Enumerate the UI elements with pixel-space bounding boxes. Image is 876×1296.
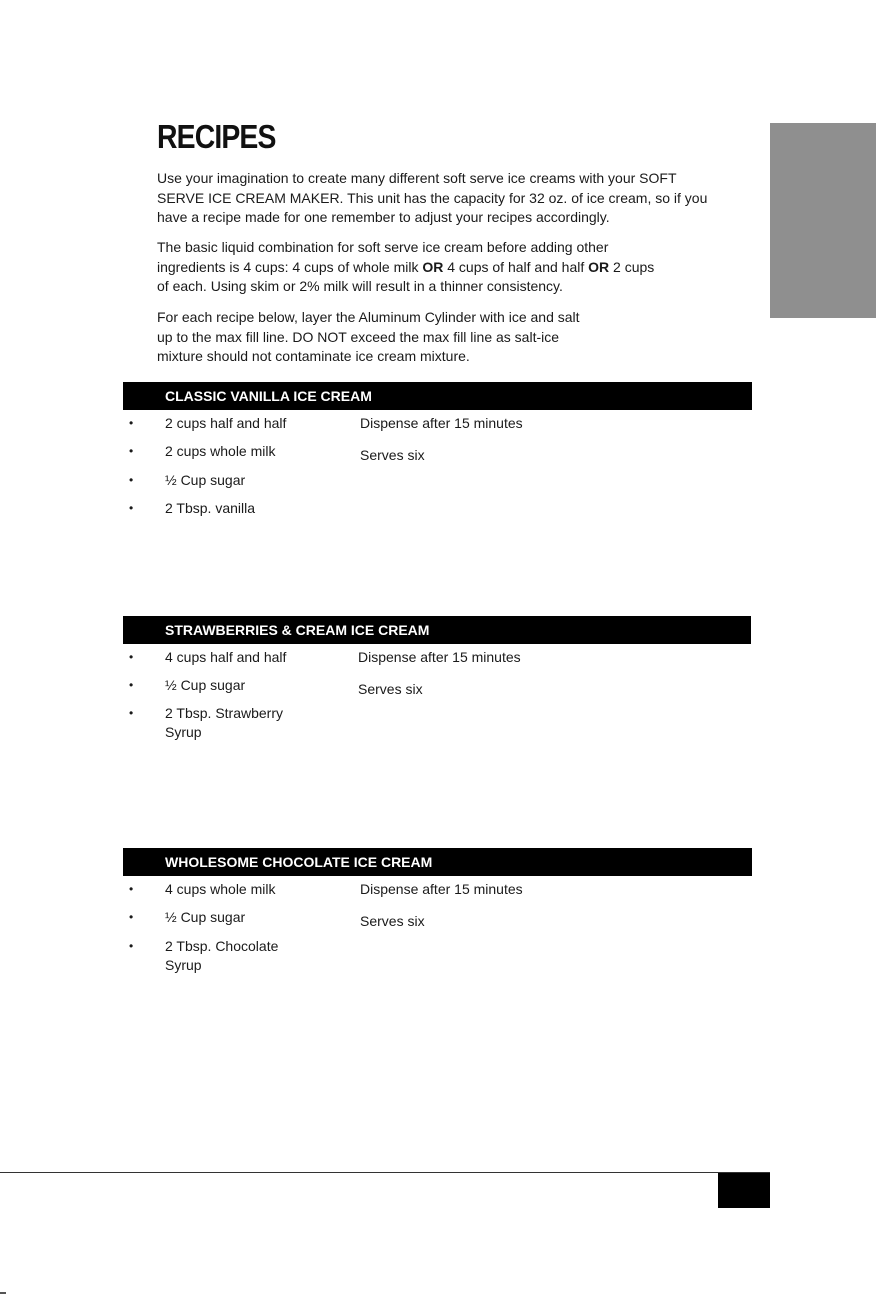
liquid-base-paragraph <box>157 238 657 297</box>
footer-rule <box>0 1172 770 1173</box>
recipe-header-classic-vanilla: CLASSIC VANILLA ICE CREAM <box>123 382 752 410</box>
serves-note: Serves six <box>360 447 425 463</box>
bullet-marker: • <box>129 939 134 953</box>
section-side-tab <box>770 123 876 318</box>
bullet-marker: • <box>129 678 134 692</box>
recipe-header-wholesome-chocolate: WHOLESOME CHOCOLATE ICE CREAM <box>123 848 752 876</box>
or-emphasis-1: OR <box>422 258 444 275</box>
serves-note: Serves six <box>360 913 425 929</box>
page-title: RECIPES <box>157 118 276 155</box>
ice-salt-paragraph: For each recipe below, layer the Aluminum Cylinder with ice and salt up to the max fill line. DO NOT exceed the max fill line as salt-ice mixture should not contaminate ice cream mixture. <box>157 309 580 364</box>
ingredient-item: 4 cups whole milk <box>165 881 276 897</box>
ingredient-item: ½ Cup sugar <box>165 677 246 693</box>
ingredient-item: 4 cups half and half <box>165 649 287 665</box>
dispense-note: Dispense after 15 minutes <box>360 881 523 897</box>
ingredient-item: 2 cups half and half <box>165 415 287 431</box>
bullet-marker: • <box>129 706 134 720</box>
bullet-marker: • <box>129 910 134 924</box>
liquid-base-text-1: The basic liquid combination for soft serve ice cream before adding other ingredients is 4 cups: 4 cups of whole milk <box>157 239 609 275</box>
bullet-marker: • <box>129 444 134 458</box>
ingredient-item: ½ Cup sugar <box>165 472 246 488</box>
page-number-box <box>718 1173 770 1208</box>
bullet-marker: • <box>129 501 134 515</box>
bullet-marker: • <box>129 882 134 896</box>
recipe-header-strawberries-cream: STRAWBERRIES & CREAM ICE CREAM <box>123 616 751 644</box>
ingredient-item: 2 Tbsp. vanilla <box>165 500 256 516</box>
liquid-base-text-2: 4 cups of half and half <box>443 258 589 275</box>
intro-paragraph: Use your imagination to create many different soft serve ice creams with your SOFT SERVE ICE CREAM MAKER. This unit has the capacity for 32 oz. of ice cream, so if you have a recipe made for one remember to adjust your recipes accordingly. <box>157 170 708 225</box>
liquid-base-text-3: 2 cups of each. Using skim or 2% milk will result in a thinner consistency. <box>157 258 655 294</box>
bullet-marker: • <box>129 473 134 487</box>
or-emphasis-2: OR <box>588 258 610 275</box>
bullet-marker: • <box>129 416 134 430</box>
ingredient-item: 2 Tbsp. Strawberry Syrup <box>165 705 284 740</box>
corner-mark <box>0 1292 6 1294</box>
dispense-note: Dispense after 15 minutes <box>360 415 523 431</box>
bullet-marker: • <box>129 650 134 664</box>
ingredient-item: 2 Tbsp. Chocolate Syrup <box>165 938 279 973</box>
ingredient-item: 2 cups whole milk <box>165 443 276 459</box>
ingredient-item: ½ Cup sugar <box>165 909 246 925</box>
dispense-note: Dispense after 15 minutes <box>358 649 521 665</box>
serves-note: Serves six <box>358 681 423 697</box>
